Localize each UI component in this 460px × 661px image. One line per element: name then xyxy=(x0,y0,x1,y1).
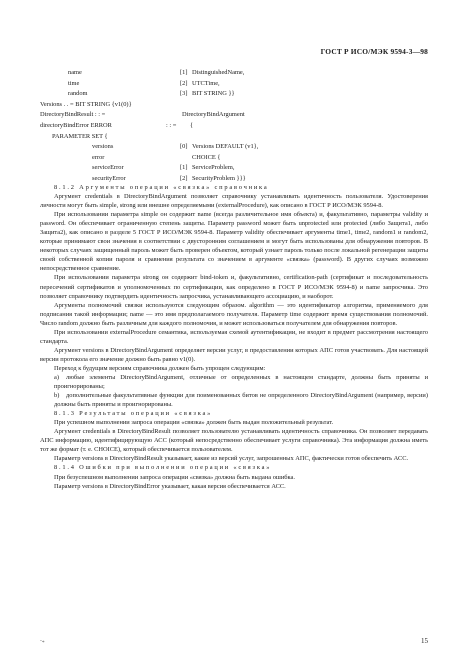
code-token: Versions . . = BIT STRING {v1(0)} xyxy=(40,100,132,108)
page-number: 15 xyxy=(421,637,428,645)
code-line xyxy=(40,79,440,90)
code-line xyxy=(40,132,440,143)
page-header-title: ГОСТ Р ИСО/МЭК 9594-3—98 xyxy=(320,47,428,56)
code-token: DirectoryBindResult : : = xyxy=(40,111,106,119)
footer-mark: ˇ* xyxy=(40,640,45,646)
list-item-label: а) xyxy=(54,373,59,381)
paragraph: При использовании параметра simple он содержит name (всегда различительное имя объекта) и, факультативно, параметры validity и password. Он обеспечивает ограниченную степень защиты. Параметр password может быть unprotected или protected (либо Защита1, либо Защита2), как описано в разделе 5 ГОСТ Р ИСО/МЭК 9594-8. Параметр validity обеспечивает аргументы time1, time2, random1 и random2, которые принимают свои значения в соответствии с двусторонним соглашением и могут быть использованы для обнаружения повторов. В некоторых случаях защищенный пароль может быть проверен объектом, который узнает пароль только после локальной регенерации защиты своей собственной копии пароля и сравнения результата со значением в аргументе «связка» (password). В других случаях возможно непосредственное сравнение. xyxy=(40,211,428,273)
code-token: DirectoryBindArgument xyxy=(182,111,245,119)
code-token: SecurityProblem }}} xyxy=(192,174,246,182)
paragraph: Аргумент credentials в DirectoryBindArgument позволяет справочнику устанавливать идентичность пользователя. Удостоверения личности могут быть simple, strong или внешне определяемыми (externalProcedure), как описано в ГОСТ Р ИСО/МЭК 9594-8. xyxy=(40,193,428,210)
code-token: { xyxy=(190,121,194,129)
paragraph: При успешном выполнении запроса операции «связка» должен быть выдан положительный результат. xyxy=(54,419,334,427)
code-token: time xyxy=(68,79,80,87)
code-token: serviceError xyxy=(92,164,124,172)
code-token: random xyxy=(68,90,88,98)
code-line xyxy=(40,100,440,111)
section-heading: 8.1.2 Аргументы операции «связка» справочника xyxy=(54,184,269,191)
paragraph: Параметр versions в DirectoryBindError указывает, какая версия обеспечивается АСС. xyxy=(54,482,286,490)
code-token: UTCTime, xyxy=(192,79,220,87)
code-token: [1] xyxy=(180,69,188,76)
code-line xyxy=(40,121,440,132)
code-token: securityError xyxy=(92,174,126,182)
paragraph: При использовании параметра strong он содержит bind-token и, факультативно, certification-path (сертификат и последовательность пересечений сертификатов и уполномоченных по сертификации, как определено в ГОСТ Р ИСО/МЭК 9594-8) и name запросчика. Это позволяет справочнику подтвердить идентичность запросчика, устанавливающего ассоциацию, и наоборот. xyxy=(40,274,428,300)
code-token: error xyxy=(92,153,105,161)
paragraph: Параметр versions в DirectoryBindResult указывает, какие из версий услуг, запрошенных АПС, фактически готов обеспечить АСС. xyxy=(54,455,409,463)
paragraph: Переход к будущим версиям справочника должен быть упрощен следующим: xyxy=(54,364,266,372)
code-token: name xyxy=(68,69,82,76)
asn1-code-block xyxy=(40,68,440,185)
code-line xyxy=(40,89,440,100)
body-text xyxy=(40,183,428,491)
code-line xyxy=(40,110,440,121)
section-heading: 8.1.3 Результаты операции «связка» xyxy=(54,410,213,418)
paragraph: При использовании externalProcedure семантика, используемая схемой аутентификации, не входит в предмет рассмотрения настоящего стандарта. xyxy=(40,328,428,345)
list-item-text: дополнительные факультативные функции для поименованных битов не определенного DirectoryBindArgument (например, версии) должны быть приняты и проигнорированы. xyxy=(54,392,428,409)
code-token: [0] xyxy=(180,143,188,151)
code-token: directoryBindError ERROR xyxy=(40,121,112,129)
section-heading: 8.1.4 Ошибки при выполнении операции «связка» xyxy=(54,464,272,472)
paragraph: При безуспешном выполнении запроса операции «связка» должна быть выдана ошибка. xyxy=(54,473,295,481)
code-token: DistinguishedName, xyxy=(192,69,245,76)
paragraph: Аргумент credentials в DirectoryBindResult позволяет пользователю устанавливать идентичность справочника. Он позволяет передавать АПС информацию, идентифицирующую АСС (который непосредственно обеспечивает услуги справочника). Эта информация должна иметь тот же формат (т. е. CHOICE), который обеспечивается пользователем. xyxy=(40,428,428,454)
code-token: Versions DEFAULT (v1}, xyxy=(192,143,259,151)
code-token: [2] xyxy=(180,79,188,87)
list-item-label: b) xyxy=(54,392,60,400)
code-token: PARAMETER SET { xyxy=(52,132,108,140)
code-line xyxy=(40,163,440,174)
code-token: [3] xyxy=(180,90,188,98)
code-token: CHOICE { xyxy=(192,153,221,161)
code-token: versions xyxy=(92,143,114,151)
code-line xyxy=(40,153,440,164)
code-line xyxy=(40,142,440,153)
code-token: ServiceProblem, xyxy=(192,164,235,172)
list-item-text: любые элементы DirectoryBindArgument, отличные от определенных в настоящем стандарте, должны быть приняты и проигнорированы; xyxy=(54,373,428,391)
paragraph: Аргументы полномочий связки используются следующим образом. algorithm — это идентификатор алгоритма, применяемого для подписания такой информации; name — это имя предполагаемого получателя. Параметр time содержит время существования полномочий. Число random должно быть различным для каждого полномочия, и может использоваться получателем для обнаружения повторов. xyxy=(40,301,428,327)
paragraph: Аргумент versions в DirectoryBindArgument определяет версии услуг, в предоставлении которых АПС готов участвовать. Для настоящей версии протокола его значение должно быть равно v1(0). xyxy=(40,346,428,363)
list-item xyxy=(40,391,428,409)
code-token: BIT STRING }} xyxy=(192,90,235,98)
list-item xyxy=(40,373,428,391)
code-token: : : = xyxy=(166,121,177,129)
code-token: [2] xyxy=(180,174,188,182)
code-line xyxy=(40,68,440,79)
code-token: [1] xyxy=(180,164,188,172)
